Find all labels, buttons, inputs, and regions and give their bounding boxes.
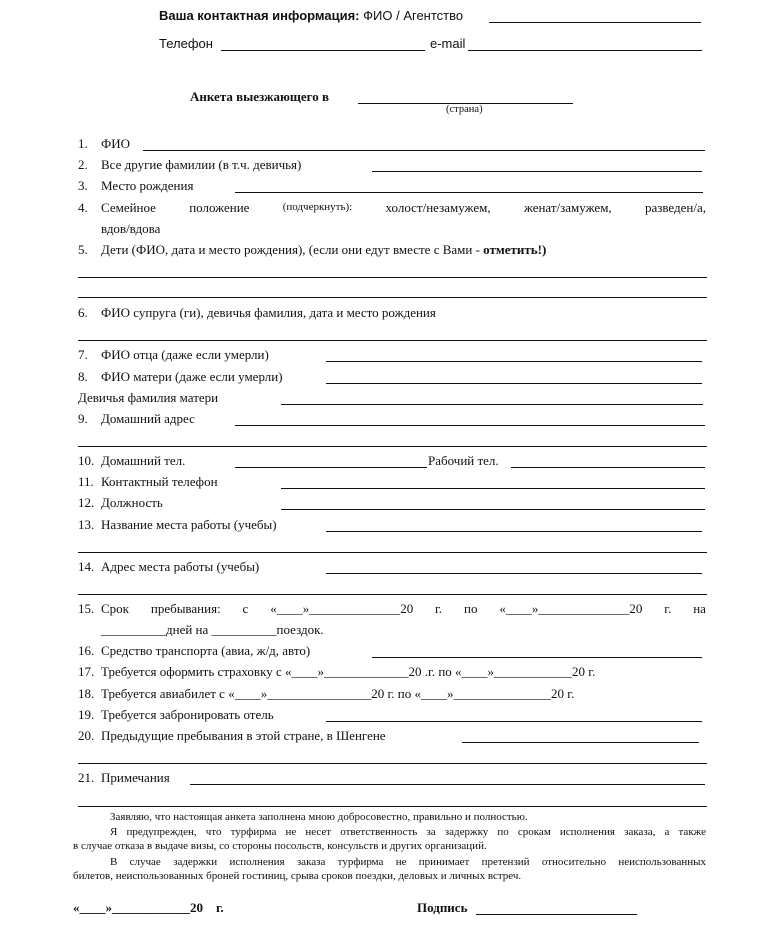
item-8-number: 8. (78, 369, 88, 384)
stay-days-trips[interactable]: __________дней на __________поездок. (101, 622, 324, 637)
declaration-p1: Заявляю, что настоящая анкета заполнена мною добросовестно, правильно и полностью. (110, 811, 528, 823)
stay-to-date[interactable]: «____»______________20 (499, 601, 643, 616)
item-11-label: Контактный телефон (101, 474, 218, 489)
fio-field[interactable] (143, 150, 705, 151)
children-field-1[interactable] (78, 277, 707, 278)
item-17-number: 17. (78, 664, 95, 679)
declaration-p3b: билетов, неиспользованных броней гостиниц, срыва сроков поездки, деловых и личных встреч. (73, 870, 522, 882)
item-5-label-row (101, 242, 546, 258)
work-phone-field[interactable] (511, 467, 705, 468)
item-3-label: Место рождения (101, 178, 194, 193)
marital-option-divorced[interactable]: разведен/а, (644, 200, 706, 215)
item-15-number: 15. (78, 601, 95, 616)
notes-field-1[interactable] (190, 784, 705, 785)
item-14-label: Адрес места работы (учебы) (101, 559, 260, 574)
item-13-label: Название места работы (учебы) (101, 517, 277, 532)
declaration-p3a: В случае задержки исполнения заказа турфирма не принимает претензий относительно неиспользованных (110, 856, 706, 868)
email-label: e-mail (430, 36, 466, 51)
item-21-number: 21. (78, 770, 95, 785)
declaration-p2a: Я предупрежден, что турфирма не несет ответственность за задержку по срокам исполнения заказа, а также (110, 826, 706, 838)
children-field-2[interactable] (78, 297, 707, 298)
item-4-number: 4. (78, 200, 88, 215)
home-phone-field[interactable] (235, 467, 427, 468)
notes-field-2[interactable] (78, 806, 707, 807)
item-15-e: г. (435, 601, 443, 616)
item-5-mark: отметить!) (483, 242, 547, 257)
father-field[interactable] (326, 361, 702, 362)
work-address-field-2[interactable] (78, 594, 707, 595)
phone-label: Телефон (159, 36, 213, 51)
phone-field[interactable] (221, 50, 425, 51)
item-21-label: Примечания (101, 770, 170, 785)
stay-period-row[interactable] (101, 601, 706, 617)
item-5-number: 5. (78, 242, 88, 257)
item-9-number: 9. (78, 411, 88, 426)
mother-field[interactable] (326, 383, 702, 384)
signature-field[interactable] (476, 914, 637, 915)
contact-label: Ваша контактная информация: (159, 8, 360, 23)
mother-maiden-field[interactable] (281, 404, 703, 405)
workplace-field-2[interactable] (78, 552, 707, 553)
mother-maiden-label: Девичья фамилия матери (78, 390, 219, 405)
item-15-k: на (693, 601, 706, 616)
position-field[interactable] (281, 509, 705, 510)
item-5-label: Дети (ФИО, дата и место рождения), (если они едут вместе с Вами - (101, 242, 480, 257)
item-11-number: 11. (78, 474, 94, 489)
item-4-hint: (подчеркнуть): (282, 201, 353, 213)
item-10-label: Домашний тел. (101, 453, 186, 468)
item-15-c: с (242, 601, 249, 616)
stay-from-date[interactable]: «____»______________20 (270, 601, 414, 616)
item-4-word-1: Семейное (101, 200, 156, 215)
item-10-number: 10. (78, 453, 95, 468)
item-16-number: 16. (78, 643, 95, 658)
signature-date[interactable]: «____»____________20 г. (73, 900, 224, 915)
item-20-number: 20. (78, 728, 95, 743)
item-15-h: г. (664, 601, 672, 616)
transport-field[interactable] (372, 657, 702, 658)
marital-option-widowed[interactable]: вдов/вдова (101, 221, 161, 236)
item-8-label: ФИО матери (даже если умерли) (101, 369, 283, 384)
item-19-label: Требуется забронировать отель (101, 707, 274, 722)
declaration-p2b: в случае отказа в выдаче визы, со стороны посольств, консульств и других организаций. (73, 840, 487, 852)
signature-label: Подпись (417, 900, 468, 915)
item-7-label: ФИО отца (даже если умерли) (101, 347, 269, 362)
air-ticket-row[interactable]: Требуется авиабилет с «____»________________20 г. по «____»_______________20 г. (101, 686, 575, 701)
item-6-number: 6. (78, 305, 88, 320)
fio-agency-field[interactable] (489, 22, 701, 23)
fio-agency-label: ФИО / Агентство (363, 8, 464, 23)
item-15-a: Срок (101, 601, 129, 616)
contact-phone-field[interactable] (281, 488, 705, 489)
item-13-number: 13. (78, 517, 95, 532)
item-15-b: пребывания: (150, 601, 221, 616)
contact-line-1 (159, 8, 463, 23)
item-12-label: Должность (101, 495, 163, 510)
item-9-label: Домашний адрес (101, 411, 195, 426)
hotel-field[interactable] (326, 721, 702, 722)
workplace-field-1[interactable] (326, 531, 702, 532)
previous-stays-field-1[interactable] (462, 742, 699, 743)
country-hint: (страна) (446, 104, 483, 115)
item-1-label: ФИО (101, 136, 131, 151)
other-surnames-field[interactable] (372, 171, 702, 172)
item-6-label: ФИО супруга (ги), девичья фамилия, дата и место рождения (101, 305, 436, 320)
item-19-number: 19. (78, 707, 95, 722)
marital-status-row (101, 200, 706, 216)
email-field[interactable] (468, 50, 702, 51)
item-4-word-2: положение (189, 200, 250, 215)
item-18-number: 18. (78, 686, 95, 701)
work-phone-label: Рабочий тел. (428, 453, 499, 468)
item-3-number: 3. (78, 178, 88, 193)
item-2-label: Все другие фамилии (в т.ч. девичья) (101, 157, 302, 172)
marital-option-married[interactable]: женат/замужем, (523, 200, 612, 215)
item-15-f: по (464, 601, 478, 616)
home-address-field-1[interactable] (235, 425, 705, 426)
item-2-number: 2. (78, 157, 88, 172)
item-7-number: 7. (78, 347, 88, 362)
work-address-field-1[interactable] (326, 573, 702, 574)
insurance-row[interactable]: Требуется оформить страховку с «____»_____________20 .г. по «____»____________20 г. (101, 664, 596, 679)
home-address-field-2[interactable] (78, 446, 707, 447)
item-16-label: Средство транспорта (авиа, ж/д, авто) (101, 643, 311, 658)
item-14-number: 14. (78, 559, 95, 574)
birthplace-field[interactable] (235, 192, 703, 193)
spouse-field[interactable] (78, 340, 707, 341)
item-1-number: 1. (78, 136, 88, 151)
marital-option-single[interactable]: холост/незамужем, (385, 200, 491, 215)
item-12-number: 12. (78, 495, 95, 510)
item-20-label: Предыдущие пребывания в этой стране, в Шенгене (101, 728, 386, 743)
previous-stays-field-2[interactable] (78, 763, 707, 764)
form-title: Анкета выезжающего в (190, 89, 329, 104)
